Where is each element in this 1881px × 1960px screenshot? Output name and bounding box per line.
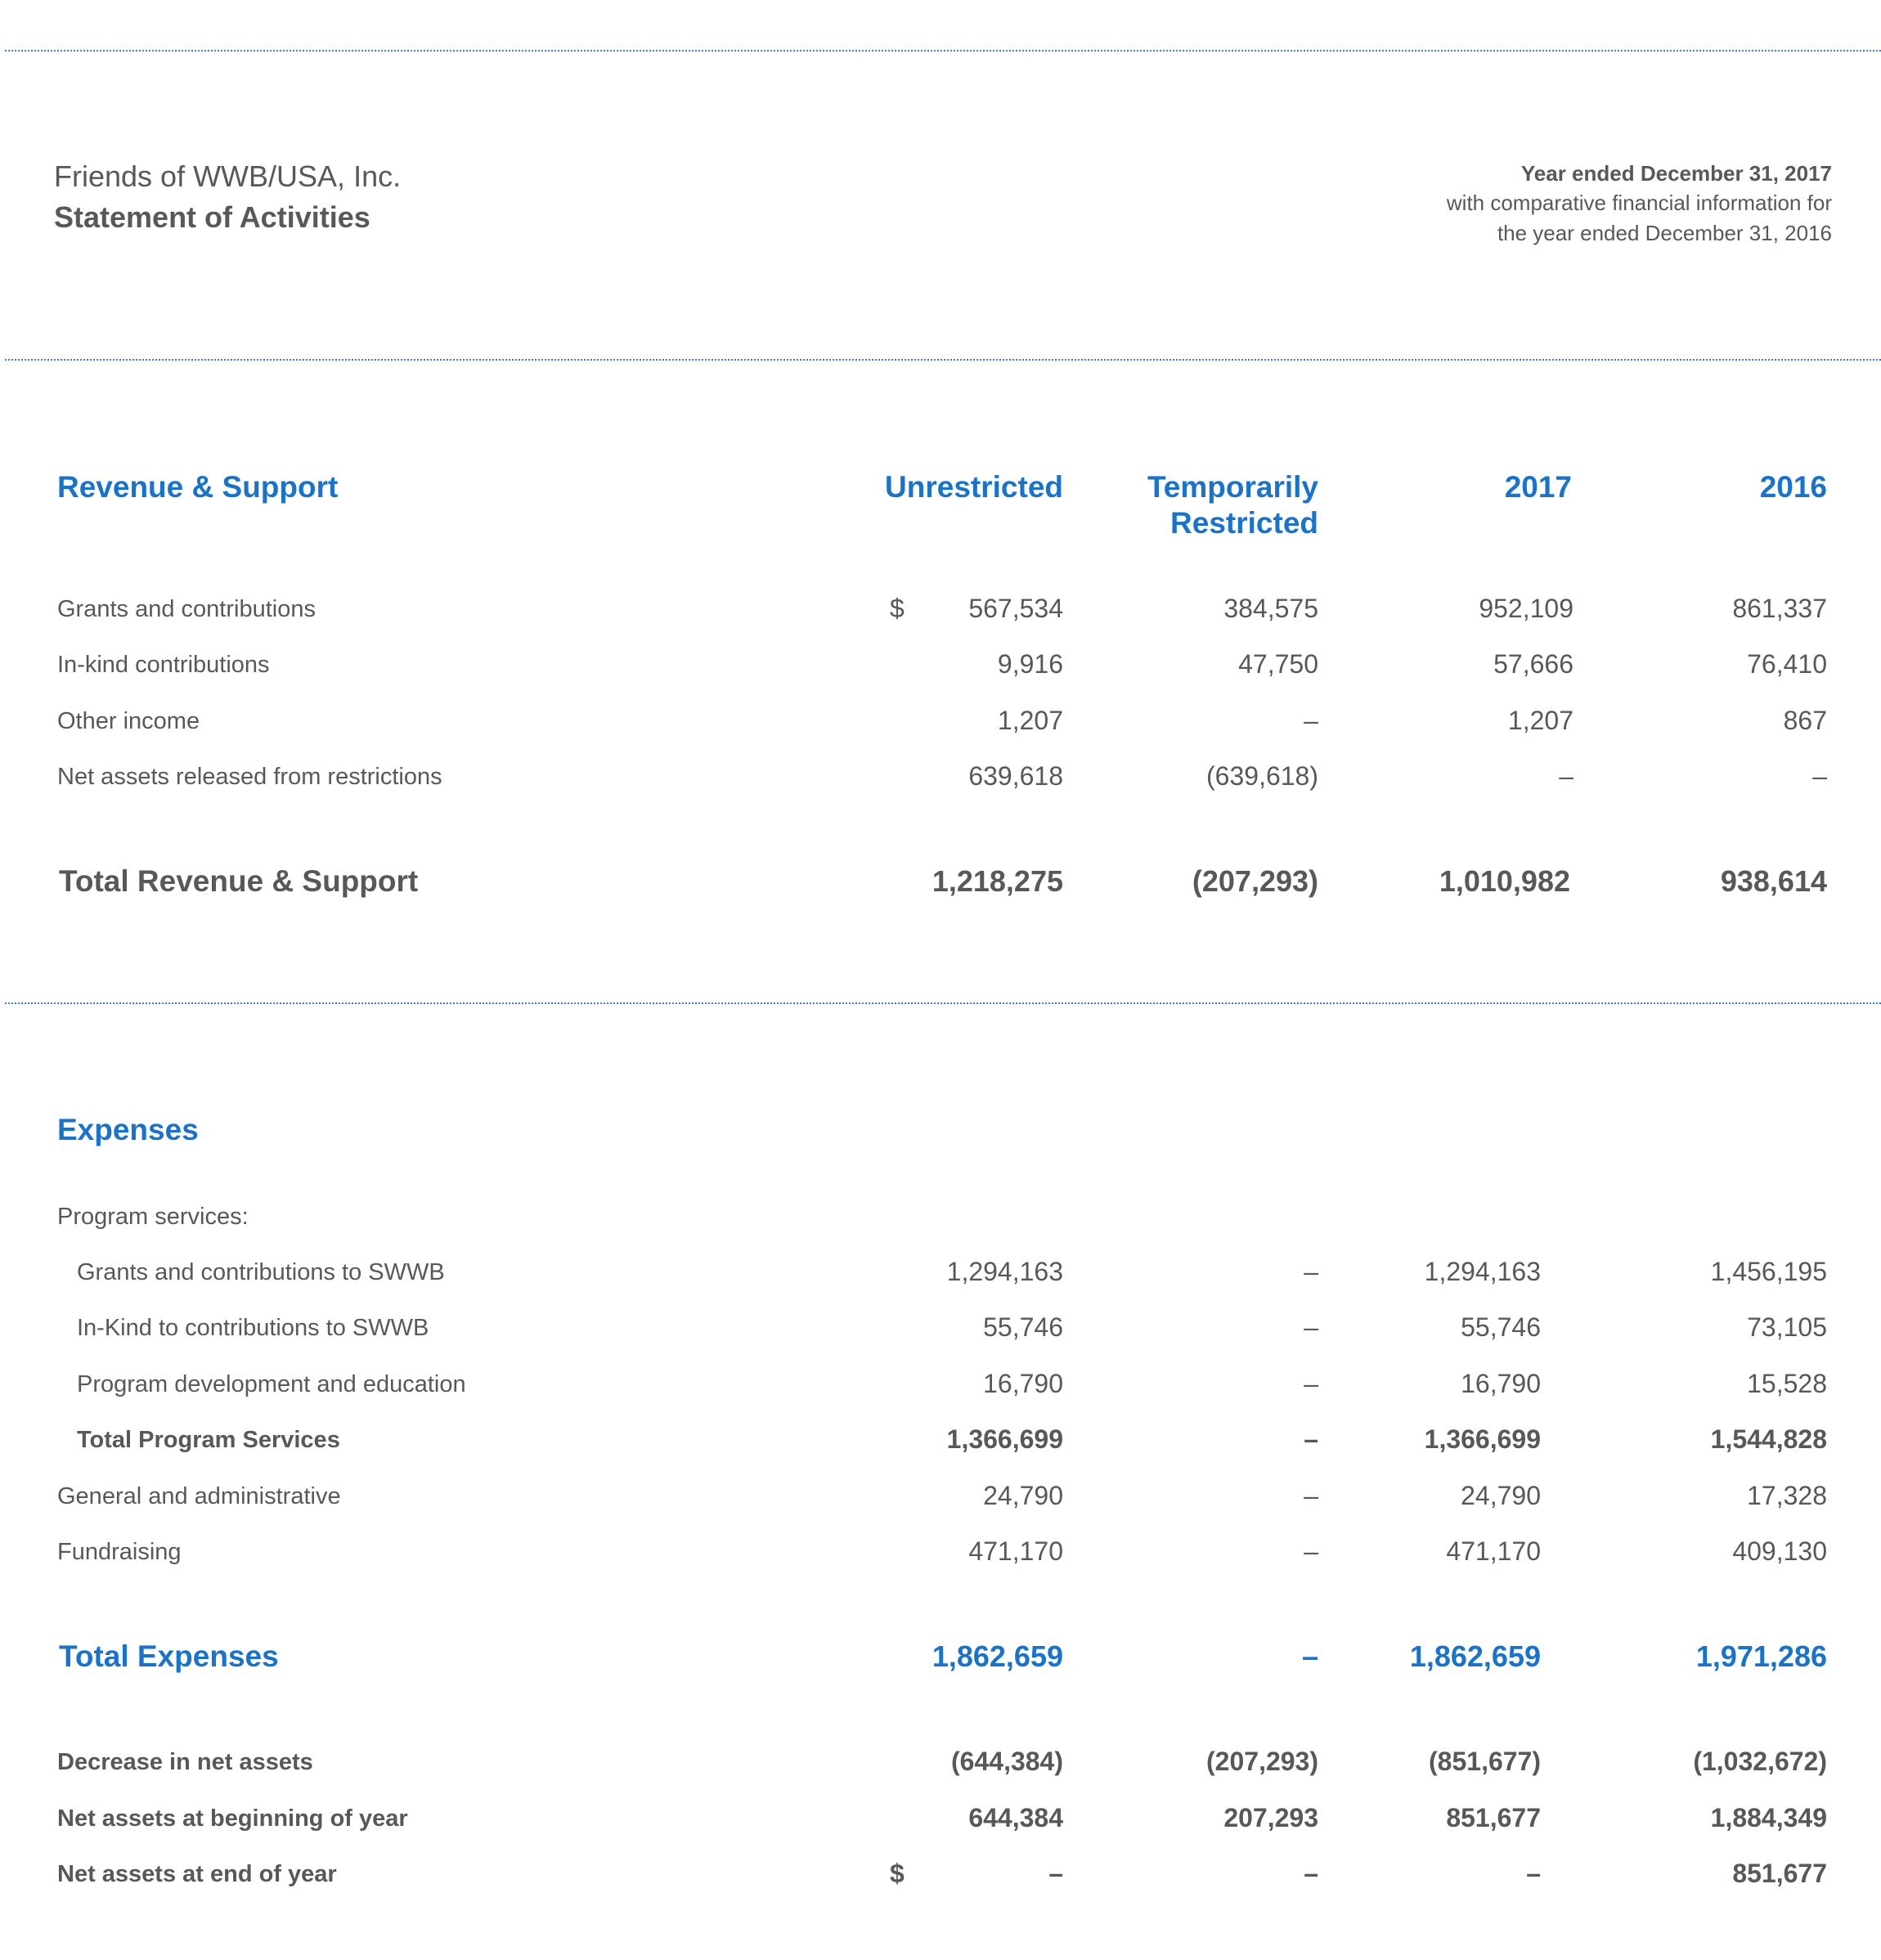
expense-row-unrestricted: 1,294,163 — [946, 1257, 1063, 1286]
revenue-row-2016: 76,410 — [1747, 649, 1827, 679]
currency-symbol: $ — [890, 594, 905, 623]
revenue-row-2017: – — [1559, 761, 1573, 791]
period-line-1: Year ended December 31, 2017 — [1520, 161, 1832, 186]
revenue-row-unrestricted: 9,916 — [997, 649, 1063, 679]
col-header-unrestricted: Unrestricted — [885, 470, 1063, 504]
net-assets-row-label: Decrease in net assets — [57, 1749, 313, 1775]
page-title: Statement of Activities — [54, 200, 370, 234]
total-expenses-label: Total Expenses — [59, 1639, 279, 1673]
total-program-services-2017: 1,366,699 — [1424, 1424, 1541, 1454]
col-header-2017: 2017 — [1504, 470, 1572, 504]
revenue-row-2017: 57,666 — [1493, 649, 1573, 679]
col-header-temp-line1: Temporarily — [1147, 470, 1318, 504]
period-line-2: with comparative financial information for — [1446, 191, 1832, 215]
total-revenue-2016: 938,614 — [1720, 864, 1827, 898]
expense-row-2017: 1,294,163 — [1424, 1257, 1541, 1286]
net-assets-row-label: Net assets at beginning of year — [57, 1805, 408, 1832]
net-assets-row-2017: (851,677) — [1429, 1747, 1541, 1776]
net-assets-row-unrestricted: – — [1048, 1859, 1063, 1888]
expense-row-temp: – — [1304, 1257, 1318, 1286]
revenue-row-temp: (639,618) — [1206, 761, 1318, 791]
total-revenue-label: Total Revenue & Support — [59, 864, 419, 898]
expense-row-unrestricted: 55,746 — [983, 1312, 1063, 1342]
expense-row-label: Fundraising — [57, 1539, 182, 1565]
expense-row-label: Grants and contributions to SWWB — [77, 1259, 445, 1285]
net-assets-row-label: Net assets at end of year — [57, 1861, 337, 1887]
revenue-row-2016: – — [1812, 761, 1827, 791]
expense-row-2017: 16,790 — [1461, 1369, 1541, 1398]
net-assets-row-2016: 1,884,349 — [1710, 1803, 1827, 1832]
total-expenses-temp: – — [1301, 1639, 1318, 1673]
revenue-row-label: Grants and contributions — [57, 596, 316, 622]
expense-row-2016: 17,328 — [1747, 1481, 1827, 1510]
revenue-row-2017: 1,207 — [1507, 706, 1573, 735]
revenue-row-2016: 867 — [1783, 706, 1827, 735]
net-assets-row-temp: 207,293 — [1223, 1803, 1318, 1832]
col-header-temp-line2: Restricted — [1170, 506, 1318, 540]
org-name: Friends of WWB/USA, Inc. — [54, 159, 402, 193]
col-header-2016: 2016 — [1759, 470, 1827, 504]
expense-row-2016: 15,528 — [1747, 1369, 1827, 1398]
revenue-row-unrestricted: 1,207 — [997, 706, 1063, 735]
expense-row-2017: 55,746 — [1461, 1312, 1541, 1342]
revenue-row-label: Net assets released from restrictions — [57, 764, 442, 790]
revenue-row-temp: 384,575 — [1223, 594, 1318, 623]
currency-symbol: $ — [890, 1859, 905, 1888]
program-services-heading: Program services: — [57, 1204, 249, 1230]
total-program-services-temp: – — [1304, 1424, 1318, 1454]
net-assets-row-temp: (207,293) — [1206, 1747, 1318, 1776]
revenue-row-unrestricted: 567,534 — [968, 594, 1063, 623]
total-program-services-2016: 1,544,828 — [1710, 1424, 1827, 1454]
divider-top — [5, 50, 1881, 52]
expense-row-2016: 73,105 — [1747, 1312, 1827, 1342]
expense-row-2017: 24,790 — [1461, 1481, 1541, 1510]
net-assets-row-2017: – — [1526, 1859, 1541, 1888]
net-assets-row-2017: 851,677 — [1446, 1803, 1541, 1832]
revenue-row-unrestricted: 639,618 — [968, 761, 1063, 791]
total-revenue-2017: 1,010,982 — [1439, 864, 1570, 898]
revenue-row-temp: – — [1304, 706, 1318, 735]
revenue-row-temp: 47,750 — [1238, 649, 1318, 679]
expense-row-temp: – — [1304, 1312, 1318, 1342]
expense-row-label: In-Kind to contributions to SWWB — [77, 1315, 429, 1341]
net-assets-row-temp: – — [1304, 1859, 1318, 1888]
expense-row-temp: – — [1304, 1536, 1318, 1566]
net-assets-row-2016: 851,677 — [1732, 1859, 1827, 1888]
expense-row-2016: 409,130 — [1732, 1536, 1827, 1566]
total-revenue-temp: (207,293) — [1192, 864, 1318, 898]
divider-header — [5, 359, 1881, 361]
expense-row-2016: 1,456,195 — [1710, 1257, 1827, 1286]
expense-row-unrestricted: 471,170 — [968, 1536, 1063, 1566]
revenue-heading: Revenue & Support — [57, 470, 339, 504]
divider-revenue — [5, 1002, 1881, 1004]
revenue-row-2017: 952,109 — [1479, 594, 1573, 623]
total-expenses-2016: 1,971,286 — [1695, 1639, 1827, 1673]
revenue-row-label: In-kind contributions — [57, 652, 270, 678]
net-assets-row-unrestricted: 644,384 — [968, 1803, 1063, 1832]
net-assets-row-unrestricted: (644,384) — [951, 1747, 1063, 1776]
expense-row-2017: 471,170 — [1446, 1536, 1541, 1566]
revenue-row-label: Other income — [57, 708, 200, 734]
expenses-heading: Expenses — [57, 1113, 199, 1146]
expense-row-label: Program development and education — [77, 1371, 466, 1397]
expense-row-unrestricted: 16,790 — [983, 1369, 1063, 1398]
total-expenses-unrestricted: 1,862,659 — [932, 1639, 1063, 1673]
total-expenses-2017: 1,862,659 — [1409, 1639, 1541, 1673]
revenue-row-2016: 861,337 — [1732, 594, 1827, 623]
total-program-services-label: Total Program Services — [77, 1427, 340, 1453]
period-line-3: the year ended December 31, 2016 — [1497, 221, 1832, 245]
net-assets-row-2016: (1,032,672) — [1693, 1747, 1827, 1776]
expense-row-unrestricted: 24,790 — [983, 1481, 1063, 1510]
expense-row-label: General and administrative — [57, 1483, 341, 1509]
total-program-services-unrestricted: 1,366,699 — [946, 1424, 1063, 1454]
total-revenue-unrestricted: 1,218,275 — [932, 864, 1063, 898]
expense-row-temp: – — [1304, 1369, 1318, 1398]
expense-row-temp: – — [1304, 1481, 1318, 1510]
